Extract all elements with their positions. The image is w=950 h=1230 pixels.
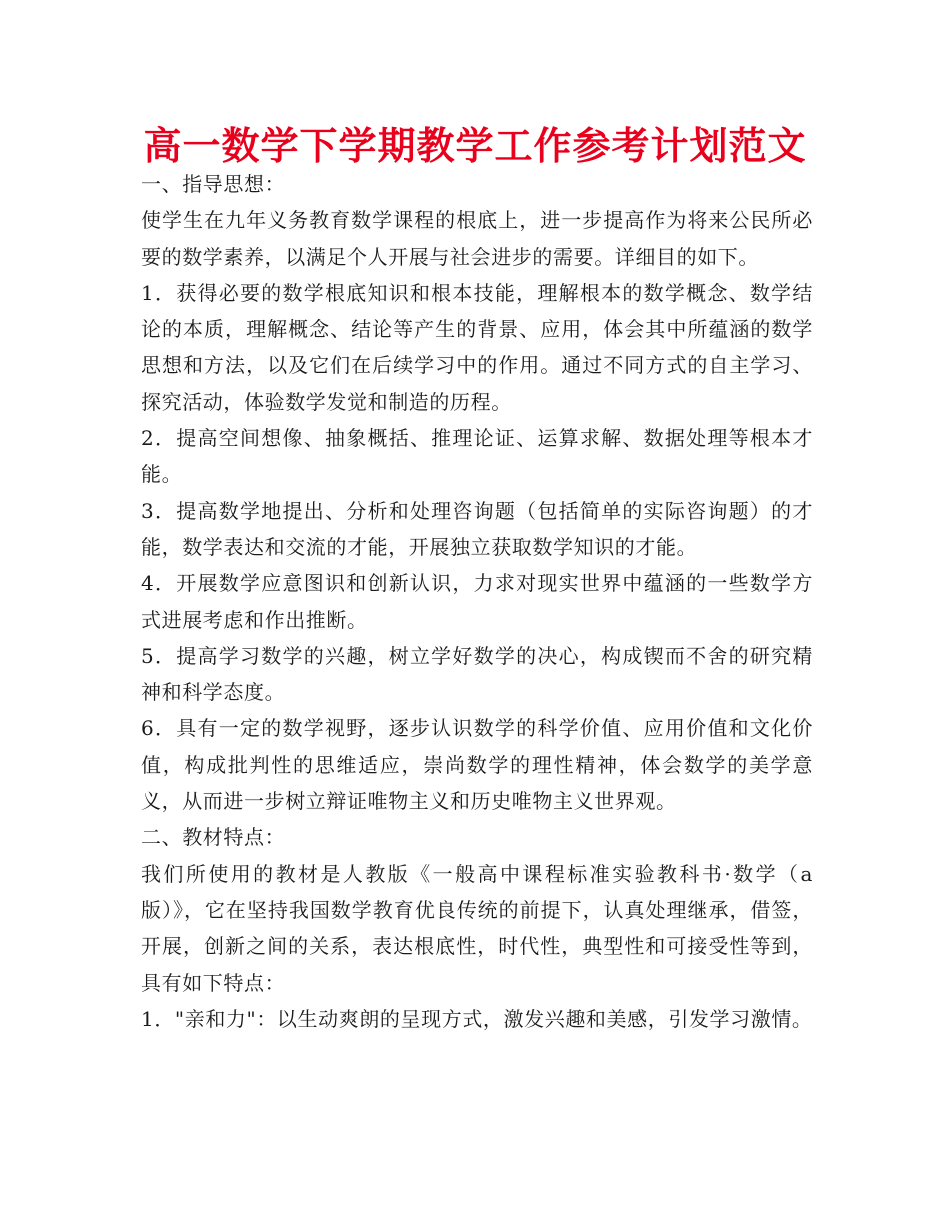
section-heading-guiding-thought: 一、指导思想： xyxy=(141,172,286,196)
list-item-5: 5．提高学习数学的兴趣，树立学好数学的决心，构成锲而不舍的研究精神和科学态度。 xyxy=(141,643,813,705)
list-item-6: 6．具有一定的数学视野，逐步认识数学的科学价值、应用价值和文化价值，构成批判性的思维适应，崇尚数学的理性精神，体会数学的美学意义，从而进一步树立辩证唯物主义和历史唯物主义世界观。 xyxy=(141,716,813,814)
list-item-3: 3．提高数学地提出、分析和处理咨询题（包括简单的实际咨询题）的才能，数学表达和交流的才能，开展独立获取数学知识的才能。 xyxy=(141,498,813,559)
list-item-4: 4．开展数学应意图识和创新认识，力求对现实世界中蕴涵的一些数学方式进展考虑和作出推断。 xyxy=(141,571,813,632)
document-title: 高一数学下学期教学工作参考计划范文 xyxy=(143,124,807,168)
list-item-2: 2．提高空间想像、抽象概括、推理论证、运算求解、数据处理等根本才能。 xyxy=(141,426,813,487)
list-item-1: 1．"亲和力"：以生动爽朗的呈现方式，激发兴趣和美感，引发学习激情。 xyxy=(141,1006,813,1031)
document-body xyxy=(141,166,813,1037)
section-heading-textbook-features: 二、教材特点： xyxy=(141,825,286,850)
body-paragraph: 使学生在九年义务教育数学课程的根底上，进一步提高作为将来公民所必要的数学素养，以满足个人开展与社会进步的需要。详细目的如下。 xyxy=(141,208,813,269)
body-paragraph: 我们所使用的教材是人教版《一般高中课程标准实验教科书·数学（a版）》，它在坚持我国数学教育优良传统的前提下，认真处理继承，借签，开展，创新之间的关系，表达根底性，时代性，典型性和可接受性等到，具有如下特点： xyxy=(141,861,813,995)
list-item-1: 1．获得必要的数学根底知识和根本技能，理解根本的数学概念、数学结论的本质，理解概念、结论等产生的背景、应用，体会其中所蕴涵的数学思想和方法，以及它们在后续学习中的作用。通过不同方式的自主学习、探究活动，体验数学发觉和制造的历程。 xyxy=(141,280,813,414)
